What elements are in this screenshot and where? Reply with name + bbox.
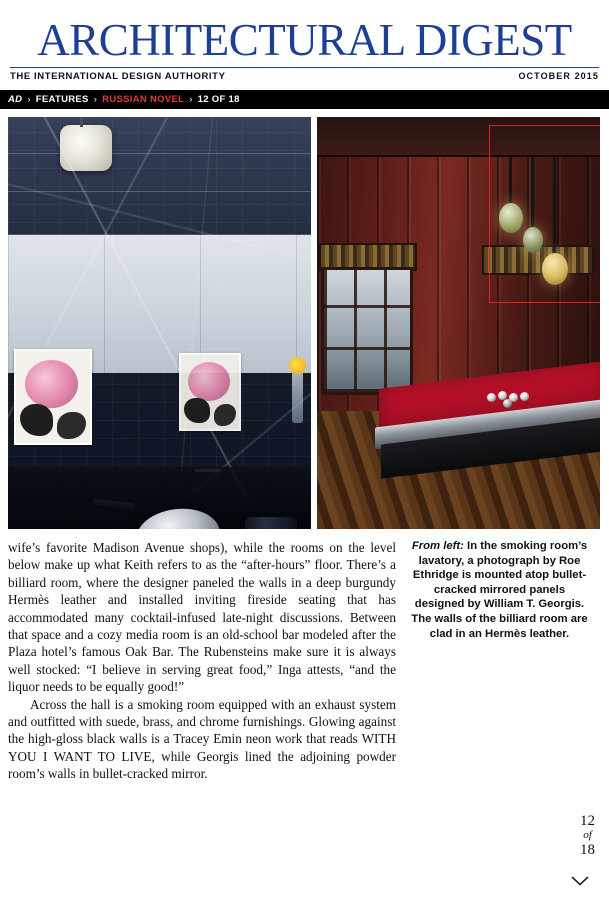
article-body bbox=[0, 529, 609, 783]
flower-vase bbox=[292, 371, 303, 423]
masthead-issue-date: OCTOBER 2015 bbox=[518, 71, 599, 81]
billiard-table bbox=[379, 375, 600, 479]
waste-bin bbox=[245, 517, 297, 529]
photograph-artwork-reflection bbox=[179, 353, 241, 431]
caption-text: In the smoking room’s lavatory, a photograph by Roe Ethridge is mounted atop bullet-cracked mirrored panels designed by William T. Georgis. The walls of the billiard room are clad in an Hermès leather. bbox=[411, 540, 588, 640]
breadcrumb-section[interactable]: FEATURES bbox=[35, 94, 89, 105]
body-text-column bbox=[8, 539, 396, 783]
photo-row bbox=[0, 109, 609, 529]
lavatory-room bbox=[8, 117, 311, 529]
pendant-light-3 bbox=[553, 157, 556, 253]
lavatory-photo[interactable] bbox=[8, 117, 311, 529]
photo-caption bbox=[408, 539, 591, 783]
breadcrumb-separator-3: › bbox=[189, 94, 193, 105]
masthead-subline bbox=[10, 71, 599, 82]
paragraph-2-part-a: Across the hall is a smoking room equipped with an exhaust system and outfitted with suede, brass, and chrome furnishings. Glowing against the high-gloss black walls is a Tracey Emin neon work that reads bbox=[8, 696, 396, 747]
breadcrumb-article[interactable]: RUSSIAN NOVEL bbox=[102, 94, 185, 105]
billiard-room bbox=[317, 117, 600, 529]
folio-current-page: 12 bbox=[580, 813, 595, 829]
pendant-light-1 bbox=[509, 157, 512, 203]
breadcrumb-root[interactable]: AD bbox=[8, 94, 23, 105]
photograph-artwork-primary bbox=[14, 349, 92, 445]
breadcrumb[interactable] bbox=[0, 90, 609, 109]
paragraph-2-part-b: , while Georgis lined the adjoining powder room’s walls in bullet-cracked mirror. bbox=[8, 748, 396, 782]
neon-artwork-text: WITH YOU I WANT TO LIVE bbox=[8, 731, 396, 764]
pendant-light-2 bbox=[531, 157, 534, 227]
page-title: ARCHITECTURAL DIGEST bbox=[37, 15, 572, 65]
billiard-balls bbox=[487, 391, 533, 403]
caption-lead-in: From left: bbox=[411, 540, 464, 552]
folio-total-pages: 18 bbox=[580, 842, 595, 858]
body-paragraph-2 bbox=[8, 696, 396, 783]
masthead-rule bbox=[10, 67, 599, 68]
chevron-down-icon[interactable] bbox=[571, 876, 589, 886]
breadcrumb-separator-1: › bbox=[27, 94, 31, 105]
body-paragraph-1: wife’s favorite Madison Avenue shops), while the rooms on the level below make up what Keith refers to as the “after-hours” floor. There’s a billiard room, where the designer paneled the walls in a deep burgundy Hermès leather and installed inviting fireside seating that has accommodated many cocktail-infused late-night discussions. Between that space and a cozy media room is an old-school bar modeled after the Plaza hotel’s famous Oak Bar. The Rubensteins make sure it is always well stocked: “I believe in serving great food,” Inga attests, “and the liquor needs to be equally good!” bbox=[8, 540, 396, 695]
billiard-room-photo[interactable] bbox=[317, 117, 600, 529]
billiard-ceiling bbox=[317, 117, 600, 157]
breadcrumb-page-indicator: 12 OF 18 bbox=[197, 94, 240, 105]
folio bbox=[580, 813, 595, 858]
folio-of-label: of bbox=[583, 829, 592, 841]
masthead bbox=[0, 0, 609, 82]
breadcrumb-separator-2: › bbox=[93, 94, 98, 105]
masthead-tagline: THE INTERNATIONAL DESIGN AUTHORITY bbox=[10, 71, 226, 82]
